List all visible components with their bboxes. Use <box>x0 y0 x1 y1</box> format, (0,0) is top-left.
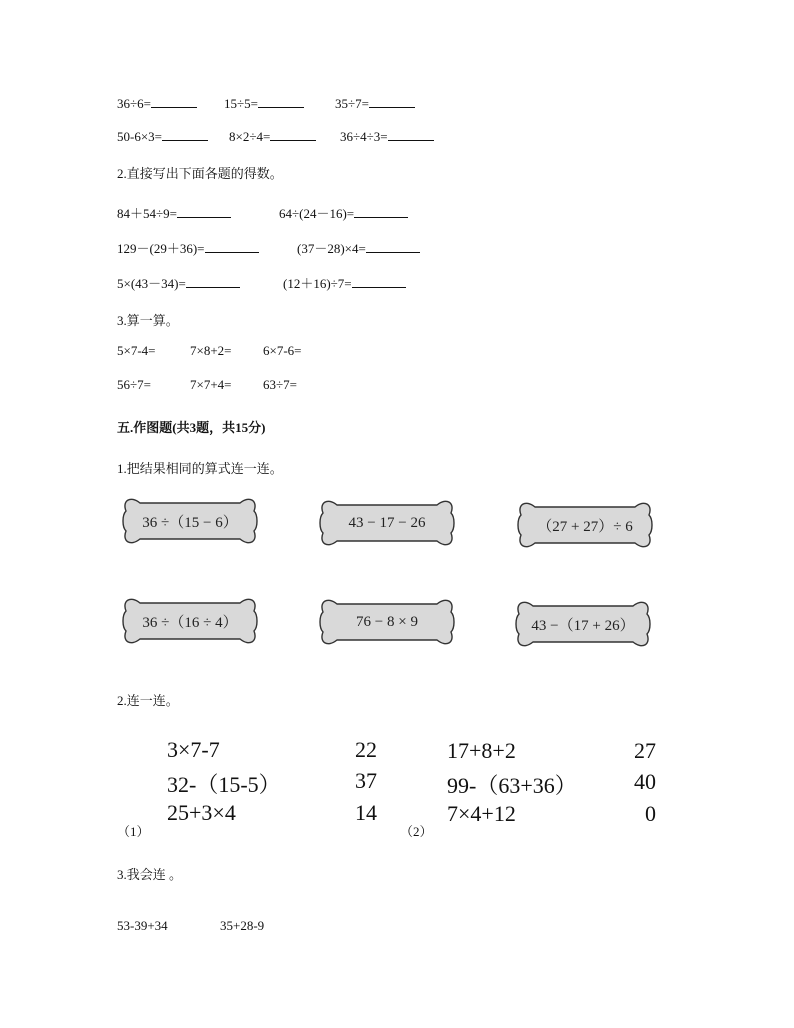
q3-item-6: 63÷7= <box>263 377 297 392</box>
match-expression[interactable]: 17+8+2 <box>447 738 516 763</box>
match-value[interactable]: 14 <box>355 800 377 825</box>
q2-item-6: (12＋16)÷7= <box>283 273 406 292</box>
q2-title: 2.直接写出下面各题的得数。 <box>117 166 283 181</box>
answer-blank[interactable] <box>258 95 304 108</box>
match-expression[interactable]: 53-39+34 <box>117 918 168 933</box>
match-expression[interactable]: 35+28-9 <box>220 918 265 933</box>
q3-item-4: 56÷7= <box>117 377 151 392</box>
answer-blank[interactable] <box>354 205 408 218</box>
q3-item-3: 6×7-6= <box>263 343 302 358</box>
bone-card[interactable] <box>317 495 457 551</box>
answer-blank[interactable] <box>162 128 208 141</box>
match-expression[interactable]: 32-（15-5） <box>167 772 281 797</box>
q2-item-4: (37－28)×4= <box>297 238 420 257</box>
q1-item-5: 8×2÷4= <box>229 128 316 145</box>
answer-blank[interactable] <box>177 205 231 218</box>
q1-item-4: 50-6×3= <box>117 128 208 145</box>
match-value[interactable]: 22 <box>355 737 377 762</box>
bone-expression: 36 ÷（15 − 6） <box>142 514 238 531</box>
match-expression[interactable]: 3×7-7 <box>167 737 220 762</box>
bone-expression: （27 + 27）÷ 6 <box>537 518 633 535</box>
group-label: （2） <box>400 824 433 839</box>
q1-item-3: 35÷7= <box>335 95 415 112</box>
bone-card[interactable] <box>120 493 260 549</box>
answer-blank[interactable] <box>186 275 240 288</box>
match-value[interactable]: 0 <box>645 801 656 826</box>
answer-blank[interactable] <box>369 95 415 108</box>
answer-blank[interactable] <box>352 275 406 288</box>
q3-title: 3.算一算。 <box>117 313 179 328</box>
s5-q1-title: 1.把结果相同的算式连一连。 <box>117 461 283 476</box>
match-value[interactable]: 40 <box>634 769 656 794</box>
bone-expression: 43 − 17 − 26 <box>348 514 426 531</box>
group-label: （1） <box>117 824 150 839</box>
answer-blank[interactable] <box>388 128 434 141</box>
q3-item-5: 7×7+4= <box>190 377 232 392</box>
q2-item-5: 5×(43－34)= <box>117 273 240 292</box>
match-expression[interactable]: 25+3×4 <box>167 800 236 825</box>
q2-item-2: 64÷(24－16)= <box>279 203 408 222</box>
bone-card[interactable] <box>515 497 655 553</box>
q2-item-3: 129－(29＋36)= <box>117 238 259 257</box>
bone-expression: 76 − 8 × 9 <box>356 613 418 630</box>
answer-blank[interactable] <box>151 95 197 108</box>
s5-q3-title: 3.我会连 。 <box>117 867 183 882</box>
q1-item-6: 36÷4÷3= <box>340 128 434 145</box>
match-value[interactable]: 37 <box>355 768 377 793</box>
answer-blank[interactable] <box>205 240 259 253</box>
q1-item-1: 36÷6= <box>117 95 197 112</box>
bone-card[interactable] <box>317 594 457 650</box>
q1-item-2: 15÷5= <box>224 95 304 112</box>
match-expression[interactable]: 99-（63+36） <box>447 773 577 798</box>
q3-item-1: 5×7-4= <box>117 343 156 358</box>
match-value[interactable]: 27 <box>634 738 656 763</box>
s5-q2-title: 2.连一连。 <box>117 693 179 708</box>
answer-blank[interactable] <box>366 240 420 253</box>
bone-card[interactable] <box>120 593 260 649</box>
bone-expression: 43 −（17 + 26） <box>531 617 635 634</box>
section5-heading: 五.作图题(共3题，共15分) <box>117 420 266 435</box>
q3-item-2: 7×8+2= <box>190 343 232 358</box>
match-expression[interactable]: 7×4+12 <box>447 801 516 826</box>
bone-card[interactable] <box>513 596 653 652</box>
bone-expression: 36 ÷（16 ÷ 4） <box>142 614 238 631</box>
answer-blank[interactable] <box>270 128 316 141</box>
q2-item-1: 84＋54÷9= <box>117 203 231 222</box>
